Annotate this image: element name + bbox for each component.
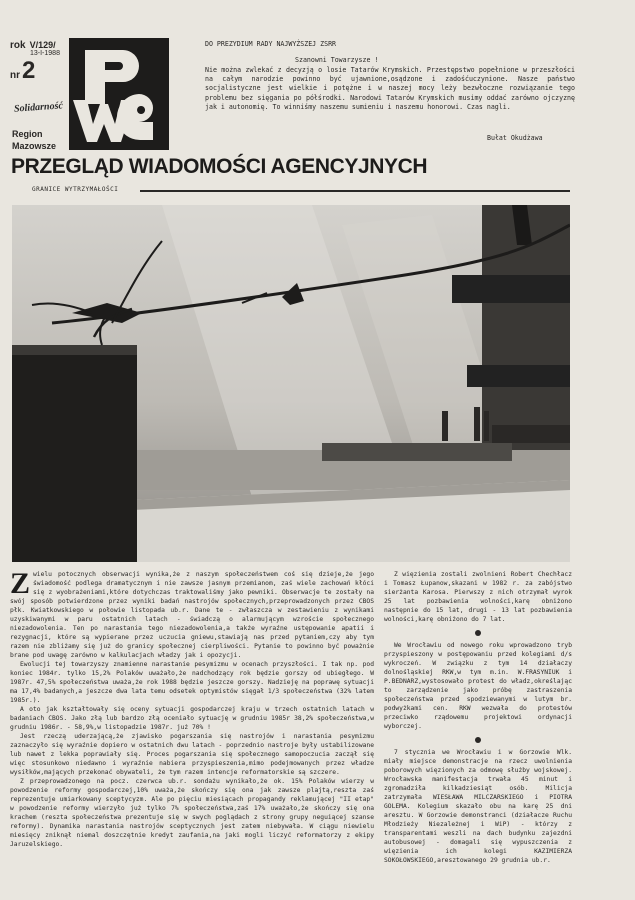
solidarnosc-logo: Solidarność [13,100,64,115]
bullet-separator-2 [475,737,481,743]
section-divider [140,190,570,192]
issue-number [10,57,36,84]
region-line-2: Mazowsze [12,141,57,151]
publication-title: PRZEGLĄD WIADOMOŚCI AGENCYJNYCH [11,155,428,178]
pwa-logo-icon [69,38,169,150]
article-paragraph-2: Ewolucji tej towarzyszy znamienne narastanie pesymizmu w ocenach przyszłości. I tak np. pod koniec 1984r. tylko 15,2% Polaków uważało,że nadchodzący rok będzie gorszy od ubiegłego. W 1987r. 47,5% społeczeństwa uważa,że rok 1988 będzie jeszcze gorszy. Nadzieję na poprawę sytuacji ma 17,4% badanych,a jeszcze dwa lata temu odsetek optymistów sięgał 1/3 społeczeństwa (32% latem 1985r.). [10,661,374,705]
news-column [384,570,572,865]
news-item-3: 7 stycznia we Wrocławiu i w Gorzowie Wlk. miały miejsce demonstracje na rzecz uwolnienia poborowych więzionych za odmowę służby wojskowej. Wrocławska manifestacja trwała 45 minut i zgromadziła kilkadziesiąt osób. Milicja zatrzymała WIESŁAWA MILCZARSKIEGO i PIOTRA GOLEMA. Kolegium skazało obu na karę 25 dni aresztu. W Gorzowie demonstranci (działacze Ruchu Młodzieży Niezależnej i WiP) - którzy z transparentami weszli na dach budynku zajezdni autobusowej - domagali się wypuszczenia z więzienia ich kolegi KAZIMIERZA SOKOŁOWSKIEGO,aresztowanego 29 grudnia ub.r. [384,749,572,865]
letter-addressee: DO PREZYDIUM RADY NAJWYŻSZEJ ZSRR [205,40,337,48]
article-paragraph-5: Z przeprowadzonego na pocz. czerwca ub.r. sondażu wynikało,że ok. 15% Polaków wierzy w powodzenie reformy gospodarczej,10% uważa,że skończy się ona jak zawsze plajtą,reszta zaś reprezentuje umiarkowany sceptycyzm. Ale po pięciu miesiącach propagandy reklamującej "II etap" w powodzenie reformy wierzyło już tylko 7% społeczeństwa,zaś 17% uważało,że skończy się ona krachem (reszta społeczeństwa prezentuje się w swych poglądach z strony grupy neguiącej szanse reformy). Dynamika narastania nastrojów sceptycznych jest zatem niebywała. W ciągu niewielu miesięcy zniknął niemal doszczętnie kredyt zaufania,na jaki mogli liczyć reformatorzy z ekipy Jaruzelskiego. [10,778,374,849]
issue-date: 13-I-1988 [30,50,60,57]
main-article [10,567,374,849]
rok-value: V/129/ [29,40,56,50]
news-item-1: Z więzienia zostali zwolnieni Robert Chechłacz i Tomasz Łupanow,skazani w 1982 r. za zabójstwo sierżanta Karosa. Pierwszy z nich otrzymał wyrok 25 lat pozbawienia wolności,karę obniżono następnie do 15 lat, drugi - 13 lat pozbawienia wolności,karę obniżono do 7 lat. [384,571,572,624]
section-label: GRANICE WYTRZYMAŁOŚCI [32,186,119,193]
nr-label: nr [10,70,20,81]
article-paragraph-1-text: wielu potocznych obserwacji wynika,że z naszym społeczeństwem coś się dzieje,że jego świadomość podlega dramatycznym i nie zawsze jasnym przemianom, zaś wiele zachowań kłóci się z wyobrażeniami,które dotychczas traktowaliśmy jako pewniki. Obserwacje te zostały na swój sposób potwierdzone przez wyniki badań nastrojów społecznych,przeprowadzonych przez CBOS płk. Kwiatkowskiego w połowie listopada ub.r. Dane te - zwłaszcza w zestawieniu z wynikami uzyskiwanymi w paru ostatnich latach - świadczą o alarmującym wzroście społecznego niezadowolenia. Ten po narastania tego niezadowolenia,a także wyraźne ustępowanie apatii i rezygnacji, które są wypierane przez uczucia gniewu,stawiają nas przed pytaniem,czy aby tym razem nie zbliżamy się już do granicy społecznej cierpliwości. Pytanie to powinno być poważnie brane pod uwagę zarówno w kalkulacjach władzy jak i opozycji. [10,571,374,660]
barbed-wire-photo [12,205,570,562]
nr-value: 2 [22,57,36,84]
letter-greeting: Szanowni Towarzysze ! [295,56,379,64]
article-paragraph-3: A oto jak kształtowały się oceny sytuacji gospodarczej kraju w trzech ostatnich latach w badaniach CBOS. Jako złą lub bardzo złą oceniało sytuację w grudniu 1985r 38,2% społeczeństwa,w grudniu 1986r. - 58,9%,w listopadzie 1987r. już 70% ! [10,706,374,732]
region-label [12,128,56,152]
news-item-2: We Wrocławiu od nowego roku wprowadzono tryb przyspieszony w postępowaniu przed kolegiami d/s wykroczeń. W związku z tym 14 działaczy dolnośląskiej RKW,w tym m.in. W.FRASYNIUK i P.BEDNARZ,wystosowało protest do władz,określając to zarządzenie jako próbę zastraszenia społeczeństwa przed spodziewanymi w lutym br. podwyżkami cen. RKW wezwała do protestów przeciwko rządowemu projektowi ordynacji wyborczej. [384,642,572,731]
rok-label: rok [10,40,26,51]
bullet-separator-1 [475,630,481,636]
letter-signature: Bułat Okudżawa [487,134,543,142]
region-line-1: Region [12,129,43,139]
drop-cap: Z [10,567,31,600]
article-paragraph-4: Jest rzeczą uderzającą,że zjawisko pogarszania się nastrojów i narastania pesymizmu zaznaczyło się wyraźnie dopiero w ostatnich dwu latach - poprzednio nastroje były ustabilizowane lub nawet z lekka poprawiały się. Proces pogarszania się społecznego samopoczucia zaczął się więc stosunkowo niedawno i wyraźnie nabiera przyspieszenia,mimo podejmowanych przez władze wysiłków,mających przekonać obywateli, że tym razem intencje reformatorskie są szczere. [10,733,374,777]
article-paragraph-1 [10,567,374,660]
issue-info [10,40,60,84]
letter-body: Nie można zwlekać z decyzją o losie Tatarów Krymskich. Przestępstwo popełnione w przeszłości na całym narodzie powinno być ujawnione,osądzone i zadośćuczynione. Nasze państwo socjalistyczne jest wielkie i potężne i w naszej mocy leży bezwłoczne rozwiązanie tego problemu bez sięgania po półśrodki. Narodowi Tatarów Krymskich musimy oddać zarówno ojczyznę jak i autonomię. To winniśmy naszemu sumieniu i naszemu honorowi. Czas nagli. [205,66,575,111]
